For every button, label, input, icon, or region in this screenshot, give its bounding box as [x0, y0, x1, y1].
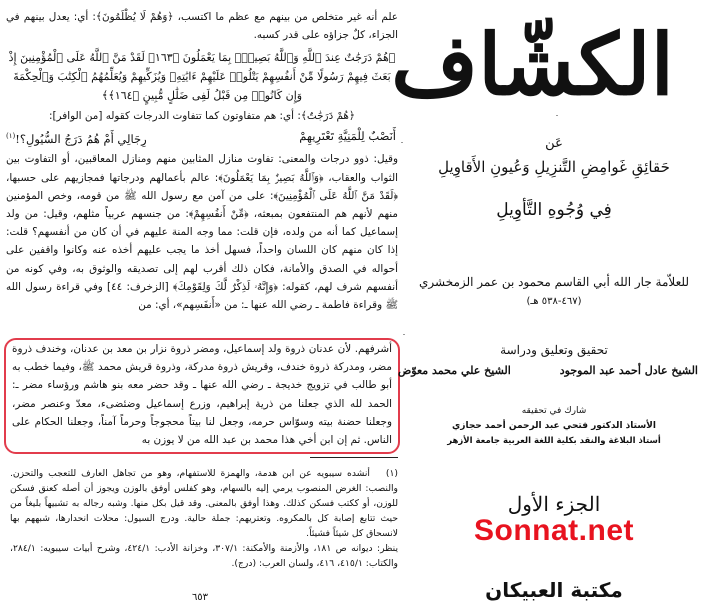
author-dates: (٤٦٧-٥٣٨ هـ): [526, 296, 582, 307]
author-name: للعلاّمة جار الله أبي القاسم محمود بن عمر الزمخشري: [418, 275, 689, 289]
commentary-page: [6, 8, 398, 314]
poem-intro-line: ﴿هُمْ دَرَجَٰتٌ﴾: أي: هم متفاوتون كما تتفاوت الدرجات كقوله [من الوافر]:: [49, 110, 355, 123]
opening-paragraph: علم أنه غير متخلص من بينهم مع عظم ما اكتسب، ﴿وَهُمْ لَا يُظْلَمُونَ﴾: أي: يعدل بينهم في الجزاء، كلٌ جزاؤه على قدر كسبه.: [6, 11, 398, 42]
editors: [398, 364, 698, 377]
volume-label: الجزء الأول: [507, 492, 601, 516]
footnote-sources: ينظر: ديوانه ص ١٨١، والأزمنة والأمكنة: ٣٠٧/١، وخزانة الأدب: ٤٢٤/١، وشرح أبيات سيبويه: ٢٨٤/١، والكتاب: ٤١٥/١، ٤١٦، ولسان العرب: (درج).: [10, 543, 399, 569]
footnote-text: أنشده سيبويه عن ابن هدمة، والهمزة للاستفهام، وهو من تجاهل العارف للتعجب والتحزن. والنصب: الغرض المنصوب يرمي إليه بالسهام، وهو كفلس أوفق بالوزن ويجوز أن أصله كعنق فسكن للوزن، أو ككتب فسكن كذلك. وهذا أوفق بالمعنى. وقد قيل بكل منها. وشبه رجاله به تشبيهاً بليغاً من حيث تتابع إصابة كل بالمكروه. وتعتريهم: جملة حالية. ودرج السيول: محلات انحدارها، شبههم بها لانسحاق كل شيئاً فشيئاً.: [10, 468, 398, 539]
footnote-1: [10, 466, 398, 541]
editor-2: الشيخ علي محمد معوّض: [398, 364, 511, 377]
poetry-verse: [6, 126, 398, 151]
poem-second-hemistich-text: رِجَالِي أَمْ هُمُ دَرَجُ السُّيُولِ؟!: [15, 131, 147, 146]
page-number: ٦٥٣: [191, 592, 209, 603]
title-page: [391, 0, 704, 613]
participated-label: شارك في تحقيقه: [521, 406, 587, 416]
poem-first-hemistich: أَنَصْبٌ لِلْمَنِيَّةِ تَعْتَرِيهِمْ: [299, 128, 396, 143]
poem-second-hemistich: [6, 126, 147, 149]
quran-verses-163-164: ﴿هُمْ دَرَجَٰتٌ عِندَ ٱللَّهِ وَٱللَّهُ بَصِيرٌۢ بِمَا يَعْمَلُونَ ﴿١٦٣﴾ لَقَدْ مَنَّ ٱللَّهُ عَلَى ٱلْمُؤْمِنِينَ إِذْ بَعَثَ فِيهِمْ رَسُولًا مِّنْ أَنفُسِهِمْ يَتْلُوا۟ عَلَيْهِمْ ءَايَٰتِهِۦ وَيُزَكِّيهِمْ وَيُعَلِّمُهُمُ ٱلْكِتَٰبَ وَٱلْحِكْمَةَ وَإِن كَانُوا۟ مِن قَبْلُ لَفِى ضَلَٰلٍ مُّبِينٍ ﴿١٦٤﴾﴾: [8, 51, 396, 103]
title-connector: عَن: [545, 136, 563, 151]
scan-speck: [403, 334, 405, 335]
publisher-logo: مكتبة العبيكان: [485, 578, 623, 602]
scan-speck: [401, 142, 403, 143]
footnotes-section: [10, 466, 398, 571]
watermark: Sonnat.net: [474, 514, 634, 547]
book-title-calligraphy: الكشّاف: [391, 15, 674, 114]
footnote-divider: [310, 457, 398, 458]
participant-affiliation: أستاذ البلاغة والنقد بكلية اللغة العربية جامعة الأزهر: [447, 436, 661, 446]
scan-speck: [556, 115, 558, 116]
footnote-reference: (١): [6, 131, 16, 140]
subtitle-line-2: فِي وُجُوهِ التَّأوِيلِ: [496, 200, 612, 220]
editor-1: الشيخ عادل أحمد عبد الموجود: [559, 364, 698, 377]
footnote-number: (١): [385, 468, 398, 479]
edit-heading: تحقيق وتعليق ودراسة: [500, 343, 608, 357]
subtitle-line-1: حَقائِقِ غَوامِضِ التَّنزِيلِ وَعُيونِ الأَقاوِيلِ: [438, 158, 670, 176]
highlighted-passage: أشرفهم. لأن عدنان ذروة ولد إسماعيل، ومضر ذروة نزار بن معد بن عدنان، وخندف ذروة مضر، ومدركة ذروة خندف، وقريش ذروة مدركة، وذروة قريش محمد ﷺ، وفيما خطب به أبو طالب في تزويج خديجة ـ رضي الله عنها ـ وقد حضر معه بنو هاشم ورؤساء مضر ـ: الحمد لله الذي جعلنا من ذرية إبراهيم، وزرع إسماعيل وضئضىء، معدّ وعنصر مضر، وجعلنا حضنة بيته وسوّاس حرمه، وجعل لنا بيتاً محجوجاً وحرماً آمناً، وجعلنا الحكام على الناس. ثم إن ابن أخي هذا محمد بن عبد الله من لا يوزن به: [12, 343, 392, 447]
participant-name: الأستاذ الدكتور فتحي عبد الرحمن أحمد حجازي: [452, 421, 656, 431]
commentary-body: وقيل: ذوو درجات والمعنى: تفاوت منازل المثابين منهم ومنازل المعاقبين، أو التفاوت بين الثواب والعقاب، ﴿وَٱللَّهُ بَصِيرٌۢ بِمَا يَعْمَلُونَ﴾: عالم بأعمالهم ودرجاتها فمجازيهم على حسبها، ﴿لَقَدْ مَنَّ ٱللَّهُ عَلَى ٱلْمُؤْمِنِينَ﴾: على من آمن مع رسول الله ﷺ من قومه، وخص المؤمنين منهم لأنهم هم المنتفعون بمبعثه، ﴿مِّنْ أَنفُسِهِمْ﴾: من جنسهم عربياً مثلهم، وقيل: من ولد إسماعيل كما أنه من ولده، فإن قلت: مما وجه المنة عليهم في أن كان من أنفسهم؟ قلت: إذا كان منهم كان اللسان واحداً، فسهل أخذ ما يجب عليهم أخذه عنه وكانوا واقفين على أحواله في الصدق والأمانة، فكان ذلك أقرب لهم إلى تصديقه والوثوق به، وفي كونه من أنفسهم شرف لهم، كقوله: ﴿وَإِنَّهُۥ لَذِكْرٌ لَّكَ وَلِقَوْمِكَ﴾ [الزخرف: ٤٤] وفي قراءة رسول الله ﷺ وقراءة فاطمة ـ رضي الله عنها ـ: من «أَنفَسِهم»، أي: من: [6, 153, 398, 312]
